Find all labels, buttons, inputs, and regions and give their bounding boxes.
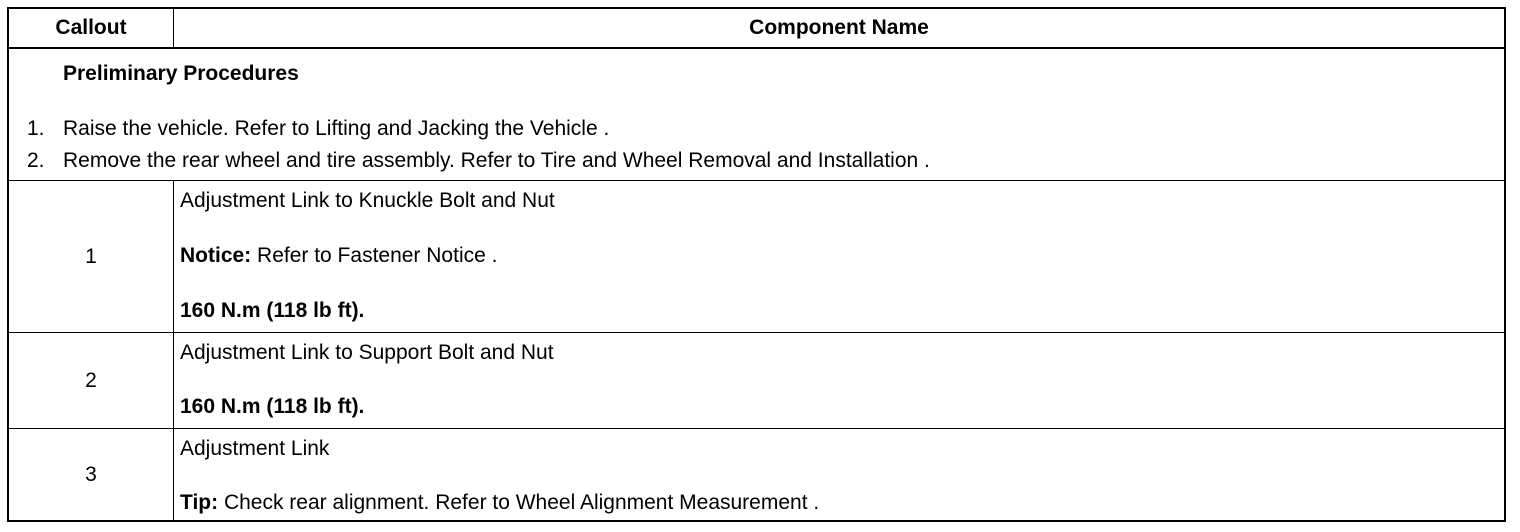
notice-label: Notice: xyxy=(180,244,252,267)
preliminary-step xyxy=(27,149,930,173)
tip-text: Check rear alignment. Refer to Wheel Alignment Measurement . xyxy=(218,491,820,514)
callout-number: 1 xyxy=(9,181,174,332)
notice-text: Refer to Fastener Notice . xyxy=(251,244,498,267)
torque-spec: 160 N.m (118 lb ft). xyxy=(180,299,365,322)
preliminary-procedures-title: Preliminary Procedures xyxy=(63,62,299,85)
tip-label: Tip: xyxy=(180,491,219,514)
tip xyxy=(180,491,819,515)
callout-number: 3 xyxy=(9,429,174,520)
component-name: Adjustment Link to Support Bolt and Nut xyxy=(180,341,554,364)
step-number: 2. xyxy=(27,149,45,172)
step-number: 1. xyxy=(27,117,45,140)
callout-column-header: Callout xyxy=(9,9,174,47)
table-header xyxy=(9,9,1504,49)
step-text: Remove the rear wheel and tire assembly. Refer to Tire and Wheel Removal and Installation . xyxy=(63,149,930,172)
table-row xyxy=(9,429,1504,520)
preliminary-procedures xyxy=(9,49,1504,181)
table-row xyxy=(9,333,1504,429)
notice xyxy=(180,244,497,268)
component-name: Adjustment Link to Knuckle Bolt and Nut xyxy=(180,189,555,212)
torque-spec: 160 N.m (118 lb ft). xyxy=(180,395,365,418)
preliminary-step xyxy=(27,117,609,141)
callout-number: 2 xyxy=(9,333,174,428)
step-text: Raise the vehicle. Refer to Lifting and Jacking the Vehicle . xyxy=(63,117,610,140)
procedure-table xyxy=(7,7,1506,522)
component-name-column-header: Component Name xyxy=(749,16,929,39)
component-name: Adjustment Link xyxy=(180,437,330,460)
table-row xyxy=(9,181,1504,333)
